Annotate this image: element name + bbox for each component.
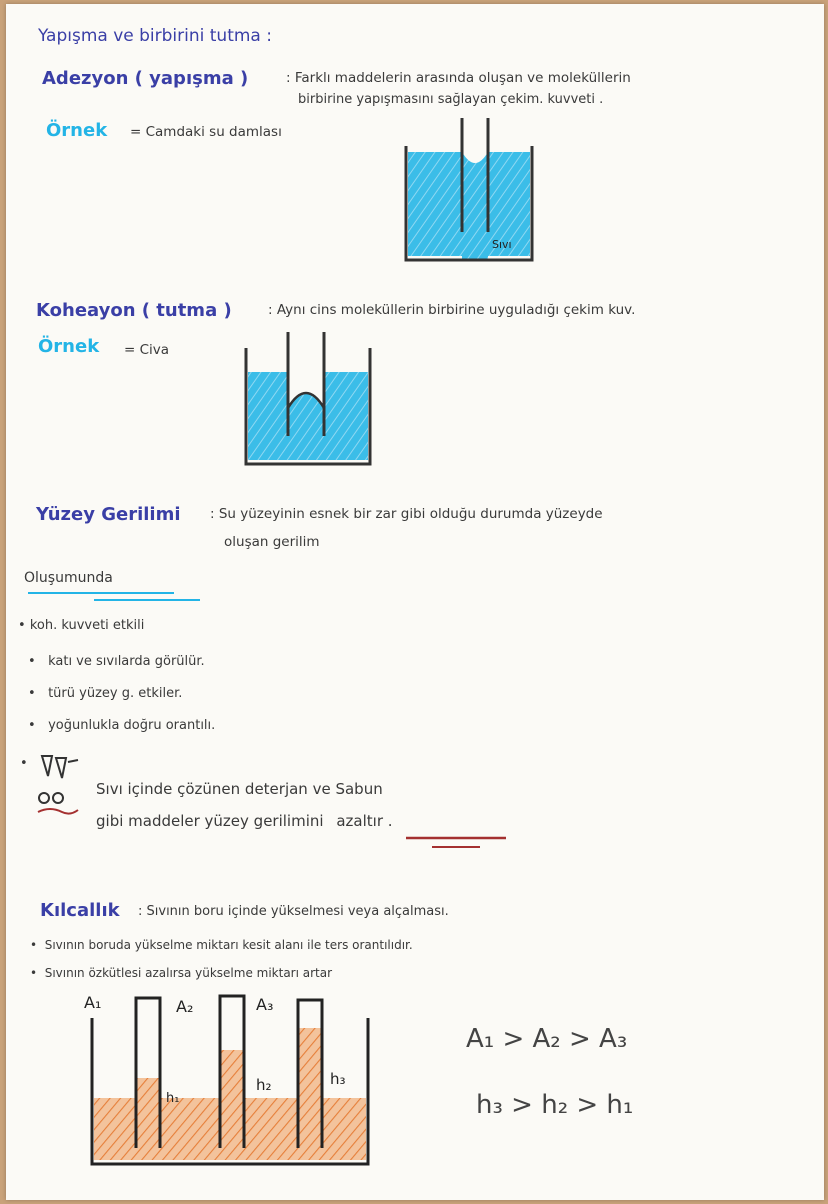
bullet-item: • koh. kuvveti etkili — [18, 618, 145, 633]
adhesion-beaker-diagram — [394, 112, 544, 270]
cohesion-term: Koheayon ( tutma ) — [36, 300, 232, 321]
bullet-item: • — [20, 756, 28, 771]
tube-label-a3: A₃ — [256, 995, 274, 1014]
subheading-underline — [24, 590, 204, 604]
capillary-tubes-diagram — [66, 988, 386, 1174]
adhesion-example-text: = Camdaki su damlası — [130, 124, 282, 140]
tube-label-a2: A₂ — [176, 997, 194, 1016]
surface-tension-term: Yüzey Gerilimi — [36, 504, 181, 525]
surface-tension-definition-line1: : Su yüzeyinin esnek bir zar gibi olduğu durumda yüzeyde — [210, 506, 603, 522]
bullet-item: • yoğunlukla doğru orantılı. — [28, 718, 216, 733]
adhesion-definition-line1: : Farklı maddelerin arasında oluşan ve moleküllerin — [286, 70, 631, 86]
azaltir-underline — [402, 832, 512, 852]
dripping-glasses-doodle-icon — [34, 752, 92, 818]
bullet-item: • Sıvının özkütlesi azalırsa yükselme miktarı artar — [30, 966, 333, 980]
height-label-h1: h₁ — [166, 1091, 180, 1106]
bullet-item: • türü yüzey g. etkiler. — [28, 686, 183, 701]
height-label-h3: h₃ — [330, 1070, 346, 1088]
surface-tension-definition-line2: oluşan gerilim — [224, 534, 320, 550]
cohesion-example-label: Örnek — [38, 336, 100, 357]
page-title: Yapışma ve birbirini tutma : — [38, 26, 272, 46]
notebook-page — [6, 4, 824, 1200]
capillarity-term: Kılcallık — [40, 900, 120, 921]
formation-subheading: Oluşumunda — [24, 570, 113, 586]
detergent-note-line1: Sıvı içinde çözünen deterjan ve Sabun — [96, 780, 383, 798]
adhesion-definition-line2: birbirine yapışmasını sağlayan çekim. kuvveti . — [298, 92, 604, 107]
cohesion-beaker-diagram — [234, 326, 384, 470]
area-relation: A₁ > A₂ > A₃ — [466, 1024, 628, 1054]
bullet-item: • Sıvının boruda yükselme miktarı kesit alanı ile ters orantılıdır. — [30, 938, 413, 952]
tube-label-a1: A₁ — [84, 993, 102, 1012]
cohesion-example-text: = Civa — [124, 342, 170, 358]
detergent-note-line2: gibi maddeler yüzey gerilimini azaltır . — [96, 812, 393, 830]
adhesion-example-label: Örnek — [46, 120, 108, 141]
adhesion-term: Adezyon ( yapışma ) — [42, 68, 249, 89]
bullet-item: • katı ve sıvılarda görülür. — [28, 654, 205, 669]
liquid-label: Sıvı — [492, 238, 512, 251]
capillarity-definition: : Sıvının boru içinde yükselmesi veya alçalması. — [138, 904, 449, 919]
cohesion-definition: : Aynı cins moleküllerin birbirine uyguladığı çekim kuv. — [268, 302, 636, 318]
height-label-h2: h₂ — [256, 1076, 272, 1094]
height-relation: h₃ > h₂ > h₁ — [476, 1090, 634, 1120]
